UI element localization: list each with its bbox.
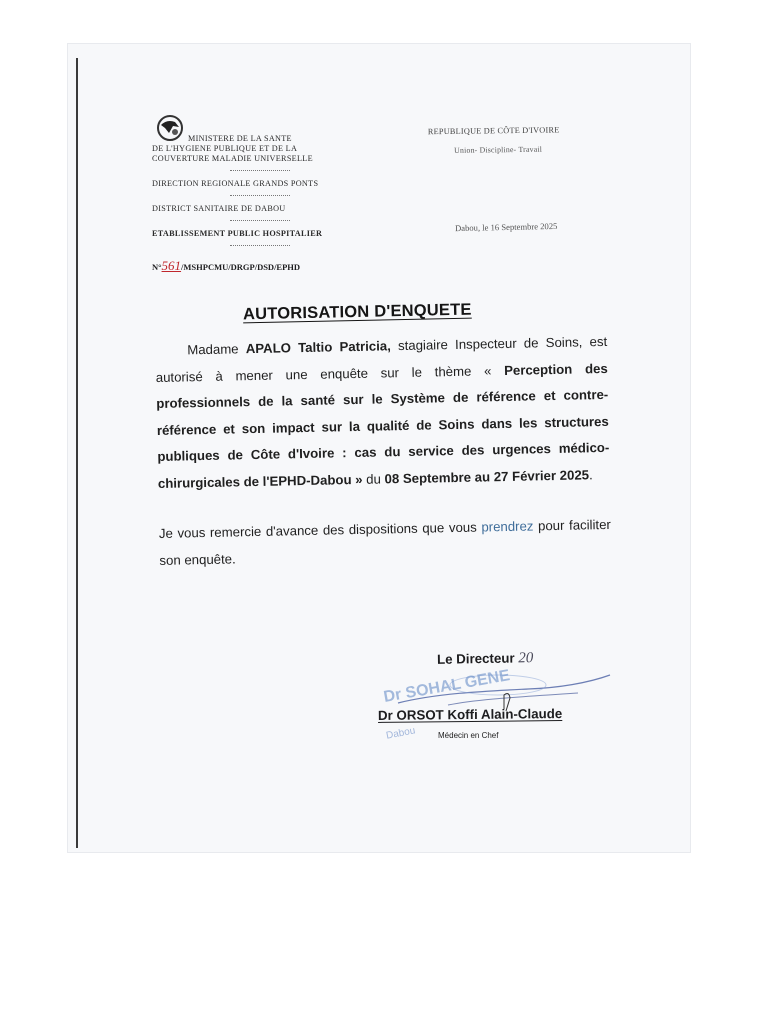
paragraph-thanks bbox=[159, 512, 612, 574]
motto-line: Union- Discipline- Travail bbox=[454, 144, 543, 155]
republic-header bbox=[428, 125, 608, 156]
study-theme: Perception des professionnels de la santé sur le Système de référence et contre-référence et son impact sur la qualité de Soins dans les structures publiques de Côte d'Ivoire : cas du service des urgences médico-chirurgicales de l'EPHD-Dabou » bbox=[156, 360, 610, 491]
text-segment: . bbox=[588, 466, 593, 482]
text-segment-blue: prendrez bbox=[481, 518, 534, 535]
left-edge-rule bbox=[76, 58, 78, 848]
handwritten-mark: 20 bbox=[518, 650, 534, 667]
separator bbox=[230, 220, 290, 221]
text-segment: Je vous remercie d'avance des dispositions que vous bbox=[158, 519, 482, 541]
separator bbox=[230, 195, 290, 196]
paragraph-authorization bbox=[155, 329, 610, 497]
reference-number bbox=[152, 258, 300, 274]
ministry-line-1: MINISTERE DE LA SANTE bbox=[188, 134, 292, 143]
study-dates: 08 Septembre au 27 Février 2025 bbox=[384, 466, 590, 486]
text-segment: stagiaire Inspecteur de Soins, est autorisé à mener une enquête sur le thème « bbox=[155, 333, 608, 385]
date-line: Dabou, le 16 Septembre 2025 bbox=[454, 220, 558, 234]
signatory-name: Dr ORSOT Koffi Alain-Claude bbox=[377, 706, 563, 723]
separator bbox=[230, 245, 290, 246]
ministry-header bbox=[152, 134, 367, 254]
text-segment: du bbox=[362, 470, 385, 487]
ministry-line-2: DE L'HYGIENE PUBLIQUE ET DE LA bbox=[152, 144, 298, 153]
document-title: AUTORISATION D'ENQUETE bbox=[242, 300, 472, 324]
person-firstnames: Taltio Patricia, bbox=[290, 338, 391, 356]
stamp-text-small: Dabou bbox=[385, 725, 417, 742]
ref-suffix: /MSHPCMU/DRGP/DSD/EPHD bbox=[181, 262, 301, 272]
etablissement-line: ETABLISSEMENT PUBLIC HOSPITALIER bbox=[152, 229, 323, 238]
letter-body bbox=[155, 329, 612, 574]
ref-number-handwritten: 561 bbox=[161, 258, 182, 273]
ministry-line-3: COUVERTURE MALADIE UNIVERSELLE bbox=[152, 154, 313, 163]
direction-line: DIRECTION REGIONALE GRANDS PONTS bbox=[152, 179, 319, 188]
signatory-role: Médecin en Chef bbox=[438, 731, 499, 740]
ref-prefix: N° bbox=[152, 262, 162, 272]
stamp-text: Dr SOHAL GENE bbox=[382, 667, 512, 706]
person-surname: APALO bbox=[245, 340, 292, 357]
text-segment: pour faciliter son enquête. bbox=[159, 516, 611, 568]
text-segment: Madame bbox=[187, 341, 246, 358]
district-line: DISTRICT SANITAIRE DE DABOU bbox=[152, 204, 286, 213]
separator bbox=[230, 170, 290, 171]
signatory-title-text: Le Directeur bbox=[436, 650, 515, 667]
republic-line: REPUBLIQUE DE CÔTE D'IVOIRE bbox=[427, 125, 560, 137]
